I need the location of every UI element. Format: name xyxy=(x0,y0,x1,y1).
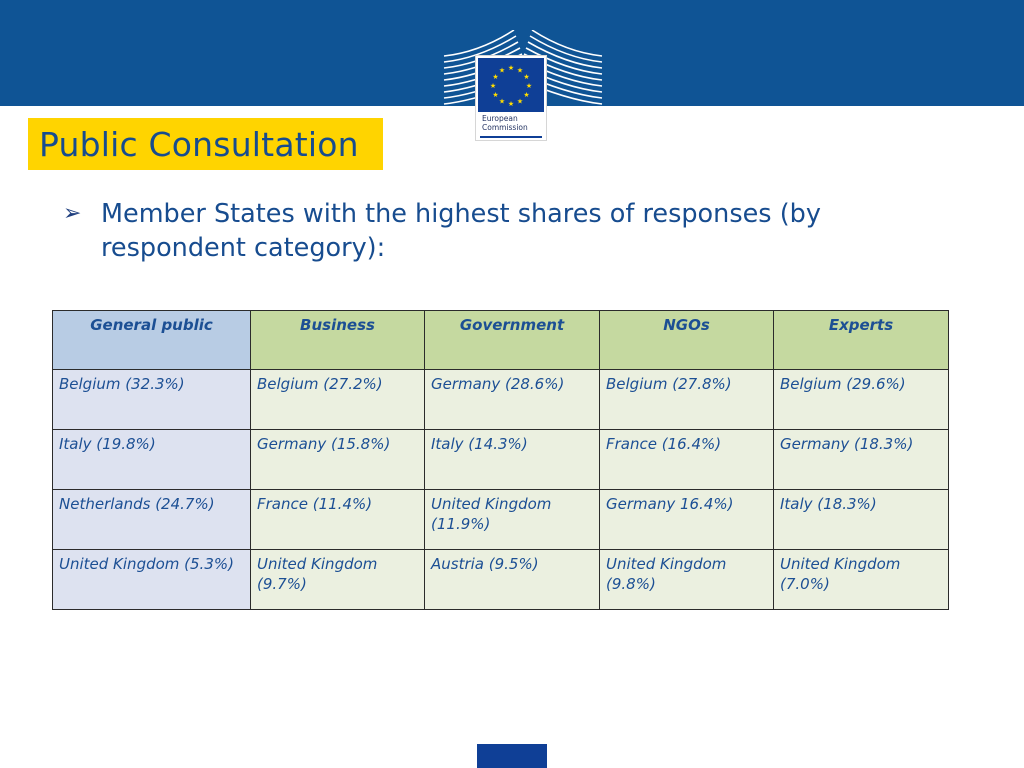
table-header-row xyxy=(53,311,949,370)
table-cell: United Kingdom (9.7%) xyxy=(251,550,425,610)
column-header-experts: Experts xyxy=(774,311,949,370)
svg-text:★: ★ xyxy=(507,100,515,108)
table-cell: United Kingdom (7.0%) xyxy=(774,550,949,610)
svg-text:★: ★ xyxy=(492,73,499,81)
logo-text-line2: Commission xyxy=(482,123,528,132)
column-header-government: Government xyxy=(425,311,600,370)
logo-text-line1: European xyxy=(482,114,518,123)
svg-text:★: ★ xyxy=(498,97,506,106)
svg-text:★: ★ xyxy=(489,82,497,90)
table-cell: Austria (9.5%) xyxy=(425,550,600,610)
svg-text:★: ★ xyxy=(516,97,524,106)
bullet-point xyxy=(63,197,943,265)
svg-text:★: ★ xyxy=(525,82,533,90)
eu-flag-icon xyxy=(478,58,544,112)
column-header-ngos: NGOs xyxy=(600,311,774,370)
table-cell: Germany (15.8%) xyxy=(251,430,425,490)
table-cell: United Kingdom (11.9%) xyxy=(425,490,600,550)
table-cell: Belgium (29.6%) xyxy=(774,370,949,430)
table-row xyxy=(53,430,949,490)
table-cell: Belgium (27.2%) xyxy=(251,370,425,430)
european-commission-logo xyxy=(475,55,547,141)
svg-text:★: ★ xyxy=(498,66,506,75)
column-header-business: Business xyxy=(251,311,425,370)
logo-wordmark xyxy=(482,114,528,132)
table-cell: Italy (19.8%) xyxy=(53,430,251,490)
svg-text:★: ★ xyxy=(507,64,515,72)
table-cell: Netherlands (24.7%) xyxy=(53,490,251,550)
table-row xyxy=(53,490,949,550)
table-row xyxy=(53,550,949,610)
table-cell: Germany 16.4%) xyxy=(600,490,774,550)
title-banner xyxy=(28,118,383,170)
page-title: Public Consultation xyxy=(39,124,359,164)
table-cell: United Kingdom (5.3%) xyxy=(53,550,251,610)
bullet-text: Member States with the highest shares of responses (by respondent category): xyxy=(101,199,821,263)
svg-text:★: ★ xyxy=(492,91,499,99)
table-cell: Belgium (32.3%) xyxy=(53,370,251,430)
table-cell: Italy (14.3%) xyxy=(425,430,600,490)
eu-stars-icon xyxy=(478,58,544,112)
table-cell: Italy (18.3%) xyxy=(774,490,949,550)
table-cell: Germany (28.6%) xyxy=(425,370,600,430)
table-cell: Germany (18.3%) xyxy=(774,430,949,490)
svg-text:★: ★ xyxy=(523,91,530,99)
logo-underline xyxy=(480,136,542,138)
arrow-bullet-icon: ➢ xyxy=(63,201,82,226)
footer-flag-tab xyxy=(477,744,547,768)
table-cell: France (11.4%) xyxy=(251,490,425,550)
responses-table xyxy=(52,310,949,610)
svg-text:★: ★ xyxy=(523,73,530,81)
column-header-general-public: General public xyxy=(53,311,251,370)
table-cell: Belgium (27.8%) xyxy=(600,370,774,430)
table-cell: United Kingdom (9.8%) xyxy=(600,550,774,610)
table-row xyxy=(53,370,949,430)
svg-text:★: ★ xyxy=(516,66,524,75)
table-cell: France (16.4%) xyxy=(600,430,774,490)
